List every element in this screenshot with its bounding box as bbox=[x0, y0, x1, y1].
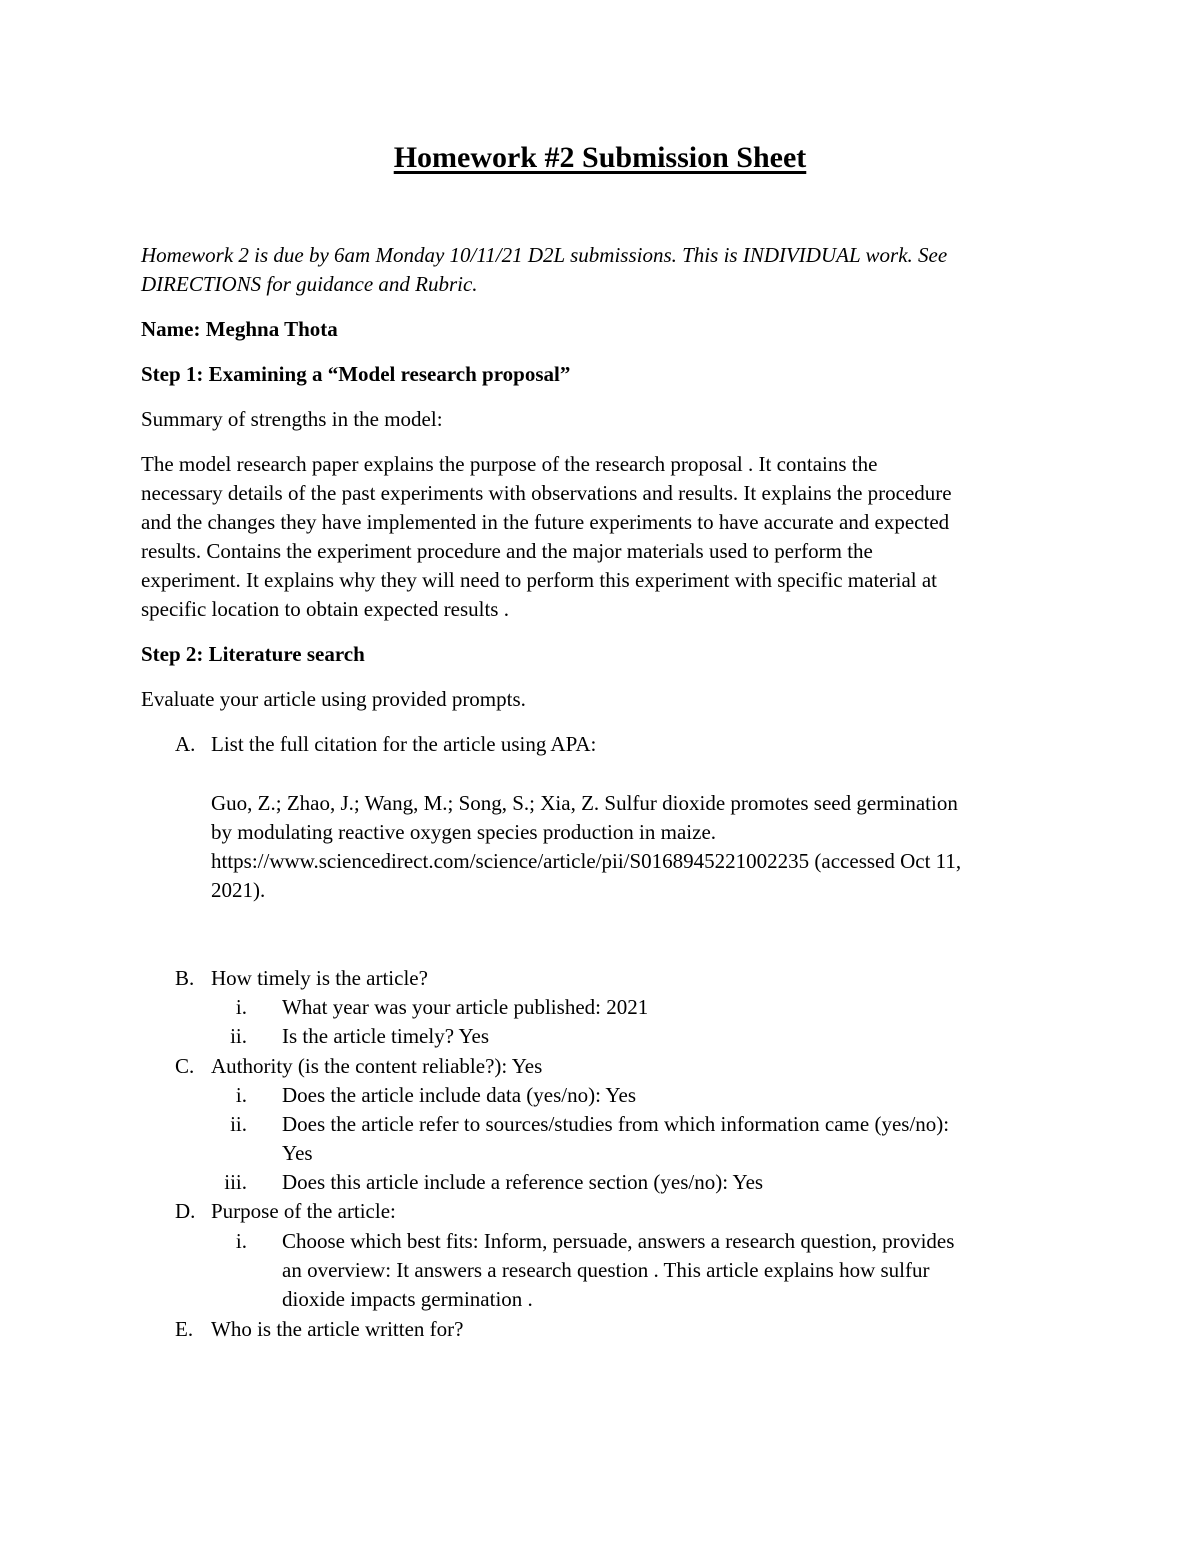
step1-paragraph-line: and the changes they have implemented in the future experiments to have accurate and expected bbox=[141, 510, 950, 534]
step1-paragraph-line: results. Contains the experiment procedure and the major materials used to perform the bbox=[141, 539, 873, 563]
sub-marker: iii. bbox=[224, 1170, 247, 1194]
step2-heading: Step 2: Literature search bbox=[141, 642, 365, 666]
item-d-text: Purpose of the article: bbox=[211, 1199, 396, 1223]
list-marker-b: B. bbox=[175, 966, 195, 990]
citation-line: https://www.sciencedirect.com/science/article/pii/S0168945221002235 (accessed Oct 11, bbox=[211, 849, 962, 873]
citation-line: 2021). bbox=[211, 878, 266, 902]
step1-paragraph-line: experiment. It explains why they will need to perform this experiment with specific material at bbox=[141, 568, 938, 592]
list-marker-e: E. bbox=[175, 1317, 194, 1341]
list-marker-c: C. bbox=[175, 1054, 195, 1078]
sub-item-text: Yes bbox=[282, 1141, 313, 1165]
sub-item-text: Is the article timely? Yes bbox=[282, 1024, 490, 1048]
item-a-text: List the full citation for the article using APA: bbox=[211, 732, 597, 756]
item-b-text: How timely is the article? bbox=[211, 966, 428, 990]
step1-paragraph-line: specific location to obtain expected results . bbox=[141, 597, 509, 621]
sub-marker: i. bbox=[235, 995, 247, 1019]
item-c-text: Authority (is the content reliable?): Yes bbox=[211, 1054, 543, 1078]
student-name: Name: Meghna Thota bbox=[141, 317, 338, 341]
sub-item-text: dioxide impacts germination . bbox=[282, 1287, 533, 1311]
step1-heading: Step 1: Examining a “Model research proposal” bbox=[141, 362, 571, 386]
step1-paragraph-line: The model research paper explains the purpose of the research proposal . It contains the bbox=[141, 452, 878, 476]
sub-marker: ii. bbox=[230, 1112, 247, 1136]
sub-marker: i. bbox=[235, 1083, 247, 1107]
list-marker-a: A. bbox=[175, 732, 196, 756]
list-marker-d: D. bbox=[175, 1199, 196, 1223]
citation-line: Guo, Z.; Zhao, J.; Wang, M.; Song, S.; Xia, Z. Sulfur dioxide promotes seed germination bbox=[211, 791, 958, 815]
page-title: Homework #2 Submission Sheet bbox=[393, 141, 807, 174]
summary-label: Summary of strengths in the model: bbox=[141, 407, 443, 431]
sub-item-text: What year was your article published: 2021 bbox=[282, 995, 649, 1019]
citation-line: by modulating reactive oxygen species production in maize. bbox=[211, 820, 717, 844]
item-e-text: Who is the article written for? bbox=[211, 1317, 464, 1341]
sub-item-text: an overview: It answers a research question . This article explains how sulfur bbox=[282, 1258, 930, 1282]
step1-paragraph-line: necessary details of the past experiments with observations and results. It explains the procedure bbox=[141, 481, 952, 505]
intro-line-1: Homework 2 is due by 6am Monday 10/11/21 D2L submissions. This is INDIVIDUAL work. See bbox=[141, 243, 948, 267]
sub-item-text: Does the article include data (yes/no): Yes bbox=[282, 1083, 636, 1107]
sub-marker: ii. bbox=[230, 1024, 247, 1048]
sub-marker: i. bbox=[235, 1229, 247, 1253]
step2-prompt: Evaluate your article using provided prompts. bbox=[141, 687, 526, 711]
sub-item-text: Choose which best fits: Inform, persuade, answers a research question, provides bbox=[282, 1229, 955, 1253]
sub-item-text: Does the article refer to sources/studies from which information came (yes/no): bbox=[282, 1112, 950, 1136]
intro-line-2: DIRECTIONS for guidance and Rubric. bbox=[141, 272, 478, 296]
sub-item-text: Does this article include a reference section (yes/no): Yes bbox=[282, 1170, 764, 1194]
